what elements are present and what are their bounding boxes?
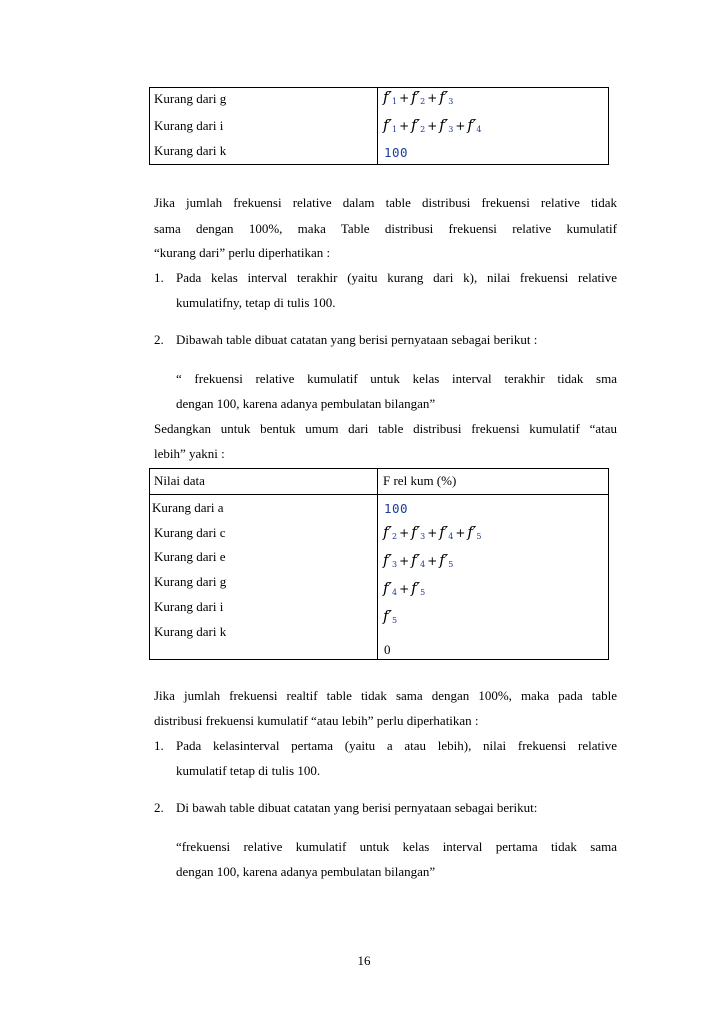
paragraph-line: sama dengan 100%, maka Table distribusi frekuensi relative kumulatif	[154, 221, 617, 236]
formula-cell: $f'_1 + f'_2 + f'_3$	[383, 88, 454, 106]
list-text: Pada kelas interval terakhir (yaitu kurang dari k), nilai frekuensi relative	[176, 270, 617, 285]
formula-cell: $f'_5$	[383, 607, 398, 625]
paragraph-line: Jika jumlah frekuensi realtif table tidak sama dengan 100%, maka pada table	[154, 688, 617, 703]
quote-text: “ frekuensi relative kumulatif untuk kelas interval terakhir tidak sma	[176, 371, 617, 386]
table-header: Nilai data	[154, 473, 205, 488]
table-cell-label: Kurang dari c	[154, 525, 226, 540]
table-cell-label: Kurang dari g	[154, 574, 227, 589]
table-cell-label: Kurang dari e	[154, 549, 226, 564]
formula-cell: $f'_1 + f'_2 + f'_3 + f'_4$	[383, 116, 482, 134]
paragraph-line: “kurang dari” perlu diperhatikan :	[154, 245, 331, 260]
table-cell-label: Kurang dari k	[154, 624, 227, 639]
value-cell: 100	[384, 501, 409, 516]
list-text: kumulatif tetap di tulis 100.	[176, 763, 321, 778]
list-number: 2.	[154, 800, 164, 815]
value-cell: 100	[384, 145, 409, 160]
value-cell: 0	[384, 642, 391, 657]
table-atau-lebih	[149, 468, 609, 660]
formula-cell: $f'_3 + f'_4 + f'_5$	[383, 551, 454, 569]
table-cell-label: Kurang dari i	[154, 118, 224, 133]
paragraph-line: Jika jumlah frekuensi relative dalam table distribusi frekuensi relative tidak	[154, 195, 617, 210]
table-kurang-dari	[149, 87, 609, 165]
formula-cell: $f'_4 + f'_5$	[383, 579, 426, 597]
table-cell-label: Kurang dari i	[154, 599, 224, 614]
quote-text: dengan 100, karena adanya pembulatan bilangan”	[176, 864, 436, 879]
table-cell-label: Kurang dari a	[152, 500, 224, 515]
paragraph-line: lebih” yakni :	[154, 446, 225, 461]
list-number: 1.	[154, 738, 164, 753]
quote-text: “frekuensi relative kumulatif untuk kelas interval pertama tidak sama	[176, 839, 617, 854]
list-number: 1.	[154, 270, 164, 285]
table-cell-label: Kurang dari g	[154, 91, 227, 106]
table-cell-label: Kurang dari k	[154, 143, 227, 158]
list-text: Pada kelasinterval pertama (yaitu a atau lebih), nilai frekuensi relative	[176, 738, 617, 753]
page-number: 16	[357, 953, 371, 968]
list-text: Di bawah table dibuat catatan yang berisi pernyataan sebagai berikut:	[176, 800, 538, 815]
list-text: Dibawah table dibuat catatan yang berisi pernyataan sebagai berikut :	[176, 332, 538, 347]
formula-cell: $f'_2 + f'_3 + f'_4 + f'_5$	[383, 523, 482, 541]
paragraph-line: distribusi frekuensi kumulatif “atau lebih” perlu diperhatikan :	[154, 713, 479, 728]
quote-text: dengan 100, karena adanya pembulatan bilangan”	[176, 396, 436, 411]
table-header: F rel kum (%)	[383, 473, 457, 488]
list-text: kumulatifny, tetap di tulis 100.	[176, 295, 336, 310]
list-number: 2.	[154, 332, 164, 347]
paragraph-line: Sedangkan untuk bentuk umum dari table distribusi frekuensi kumulatif “atau	[154, 421, 617, 436]
